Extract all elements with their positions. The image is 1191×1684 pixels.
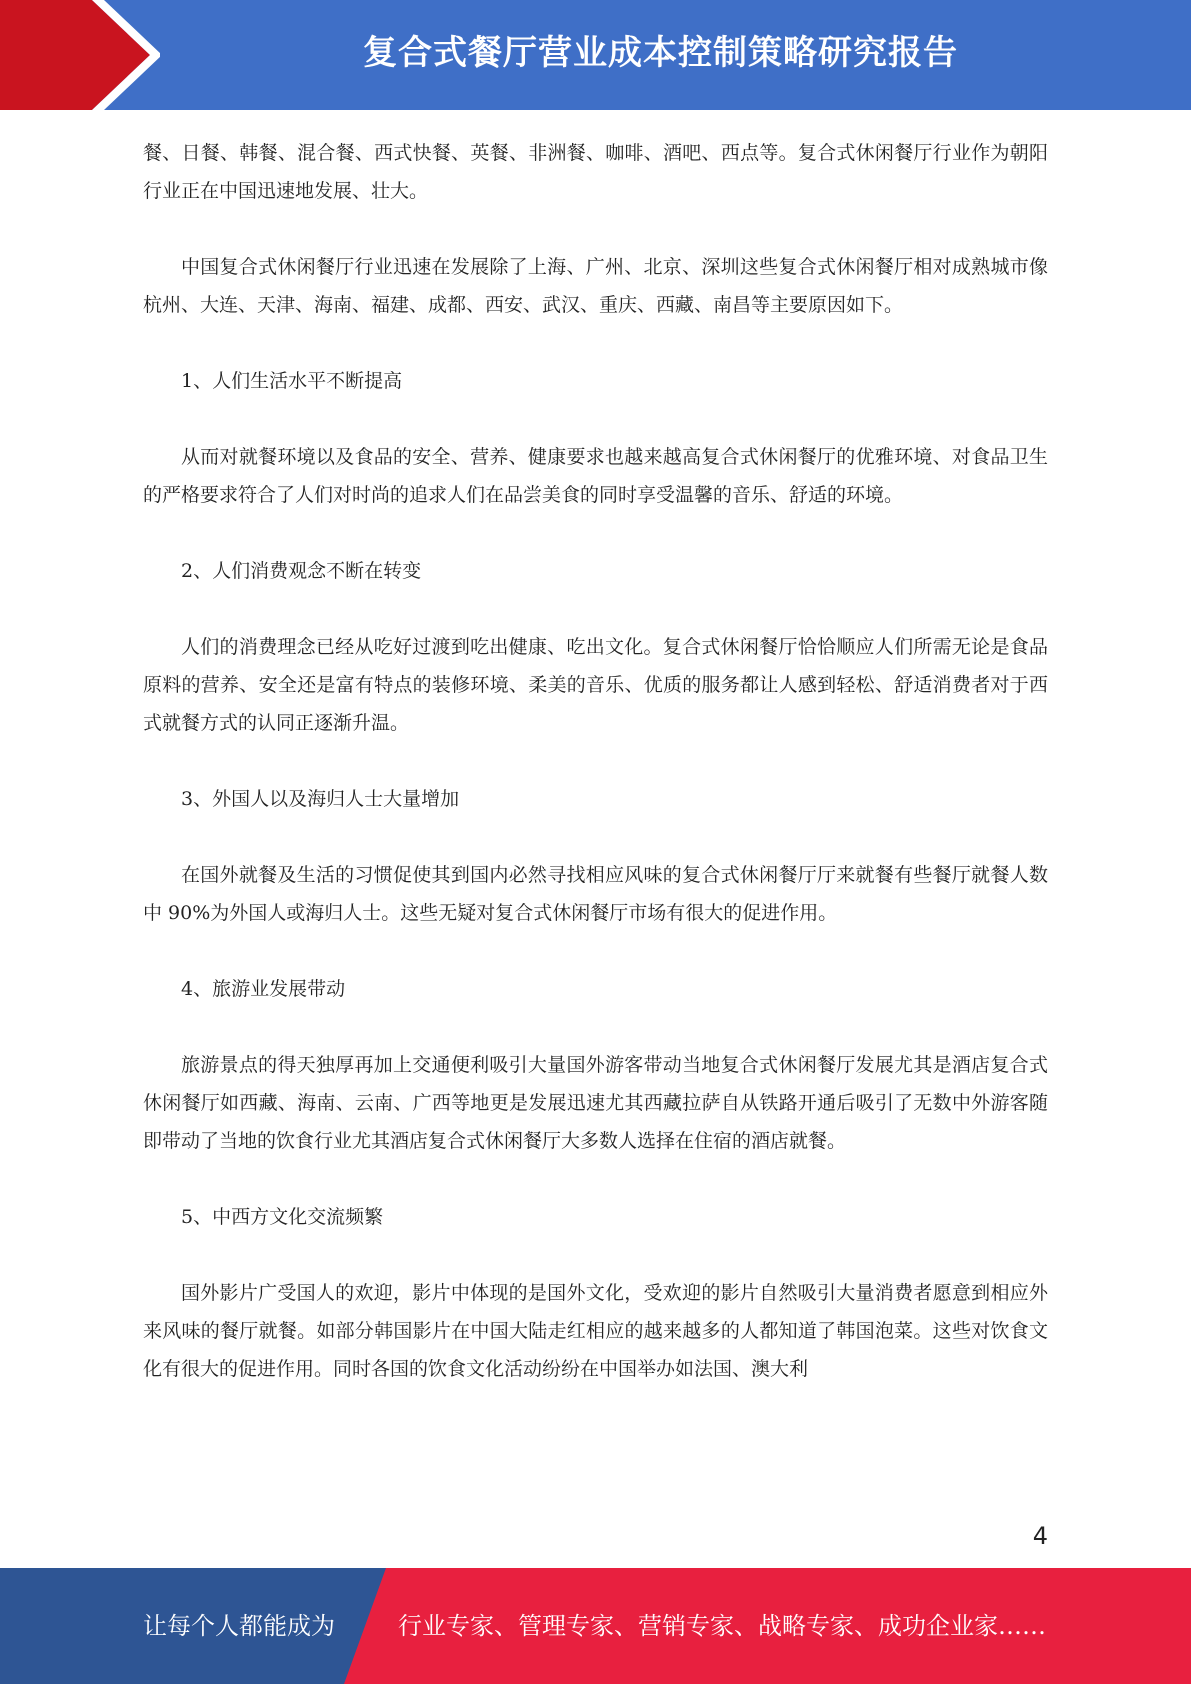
paragraph: 国外影片广受国人的欢迎，影片中体现的是国外文化，受欢迎的影片自然吸引大量消费者愿意到相应外来风味的餐厅就餐。如部分韩国影片在中国大陆走红相应的越来越多的人都知道了韩国泡菜。这些对饮食文化有很大的促进作用。同时各国的饮食文化活动纷纷在中国举办如法国、澳大利 (143, 1282, 1048, 1380)
footer-slogan-left: 让每个人都能成为 (143, 1612, 335, 1640)
paragraph: 中国复合式休闲餐厅行业迅速在发展除了上海、广州、北京、深圳这些复合式休闲餐厅相对成熟城市像杭州、大连、天津、海南、福建、成都、西安、武汉、重庆、西藏、南昌等主要原因如下。 (143, 256, 1048, 316)
page-number: 4 (1032, 1522, 1048, 1550)
footer-slogan-right: 行业专家、管理专家、营销专家、战略专家、成功企业家…… (398, 1612, 1046, 1640)
section-heading: 5、中西方文化交流频繁 (181, 1206, 384, 1228)
section-heading: 3、外国人以及海归人士大量增加 (181, 788, 460, 810)
paragraph: 在国外就餐及生活的习惯促使其到国内必然寻找相应风味的复合式休闲餐厅厅来就餐有些餐厅就餐人数中 90%为外国人或海归人士。这些无疑对复合式休闲餐厅市场有很大的促进作用。 (143, 864, 1048, 924)
paragraph: 旅游景点的得天独厚再加上交通便利吸引大量国外游客带动当地复合式休闲餐厅发展尤其是酒店复合式休闲餐厅如西藏、海南、云南、广西等地更是发展迅速尤其西藏拉萨自从铁路开通后吸引了无数中外游客随即带动了当地的饮食行业尤其酒店复合式休闲餐厅大多数人选择在住宿的酒店就餐。 (143, 1054, 1048, 1152)
paragraph: 餐、日餐、韩餐、混合餐、西式快餐、英餐、非洲餐、咖啡、酒吧、西点等。复合式休闲餐厅行业作为朝阳行业正在中国迅速地发展、壮大。 (143, 142, 1048, 202)
section-heading: 4、旅游业发展带动 (181, 978, 346, 1000)
document-title: 复合式餐厅营业成本控制策略研究报告 (363, 33, 958, 73)
page-body (143, 134, 1048, 1388)
header-banner (0, 0, 1191, 110)
footer-banner (0, 1568, 1191, 1684)
paragraph: 从而对就餐环境以及食品的安全、营养、健康要求也越来越高复合式休闲餐厅的优雅环境、对食品卫生的严格要求符合了人们对时尚的追求人们在品尝美食的同时享受温馨的音乐、舒适的环境。 (143, 446, 1048, 506)
section-heading: 2、人们消费观念不断在转变 (181, 560, 422, 582)
section-heading: 1、人们生活水平不断提高 (181, 370, 403, 392)
paragraph: 人们的消费理念已经从吃好过渡到吃出健康、吃出文化。复合式休闲餐厅恰恰顺应人们所需无论是食品原料的营养、安全还是富有特点的装修环境、柔美的音乐、优质的服务都让人感到轻松、舒适消费者对于西式就餐方式的认同正逐渐升温。 (143, 636, 1048, 734)
header-red-arrow (0, 0, 150, 110)
